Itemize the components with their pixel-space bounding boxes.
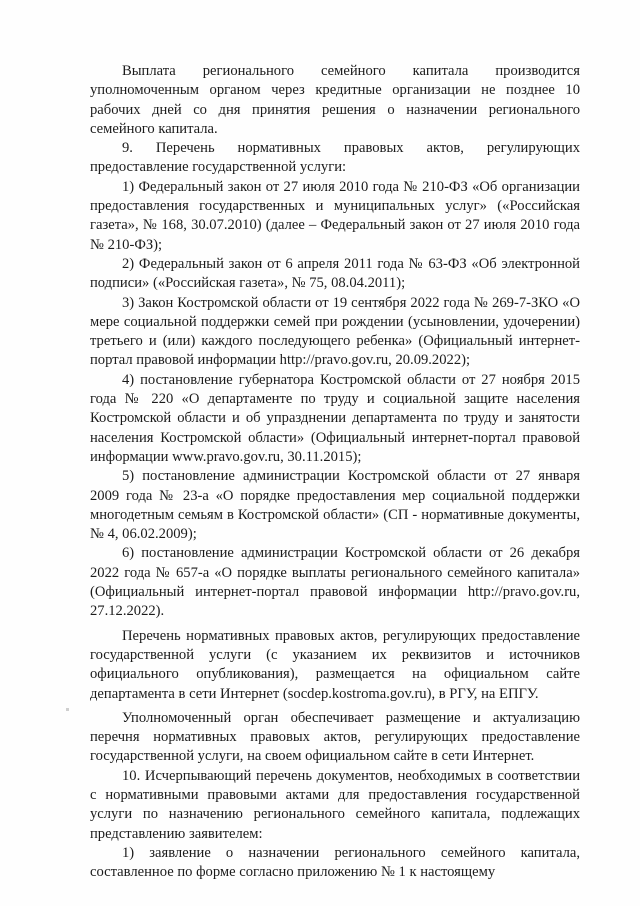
paragraph-law-210-fz: 1) Федеральный закон от 27 июля 2010 года № 210-ФЗ «Об организации предоставления государственных и муниципальных услуг» («Российская газета», № 168, 30.07.2010) (далее – Федеральный закон от 27 июля 2010 года № 210-ФЗ); [90, 178, 580, 253]
paragraph-regional-law-269: 3) Закон Костромской области от 19 сентября 2022 года № 269-7-ЗКО «О мере социальной поддержки семей при рождении (усыновлении, удочерении) третьего и (или) каждого последующего ребенка» (Официальный интернет-портал правовой информации http://pravo.gov.ru, 20.09.2022); [90, 294, 580, 369]
paragraph-law-63-fz: 2) Федеральный закон от 6 апреля 2011 года № 63-ФЗ «Об электронной подписи» («Российская газета», № 75, 08.04.2011); [90, 255, 580, 292]
paragraph-authority-updates: Уполномоченный орган обеспечивает размещение и актуализацию перечня нормативных правовых актов, регулирующих предоставление государственной услуги, на своем официальном сайте в сети Интернет. [90, 709, 580, 765]
paragraph-section-9-heading: 9. Перечень нормативных правовых актов, регулирующих предоставление государственной услуги: [90, 140, 580, 176]
paragraph-decree-23a: 5) постановление администрации Костромской области от 27 января 2009 года № 23-а «О порядке предоставления мер социальной поддержки многодетным семьям в Костромской области» (СП - нормативные документы, № 4, 06.02.2009); [90, 468, 580, 543]
paragraph-decree-657a: 6) постановление администрации Костромской области от 26 декабря 2022 года № 657-а «О порядке выплаты регионального семейного капитала» (Официальный интернет-портал правовой информации http://pravo.gov.ru, 27.12.2022). [90, 545, 580, 620]
scan-speck [66, 708, 69, 711]
paragraph-application-form: 1) заявление о назначении регионального семейного капитала, составленное по форме согласно приложению № 1 к настоящему [90, 844, 580, 881]
paragraph-payment-terms: Выплата регионального семейного капитала производится уполномоченным органом через кредитные организации не позднее 10 рабочих дней со дня принятия решения о назначении регионального семейного капитала. [90, 63, 580, 137]
document-body [90, 62, 580, 882]
paragraph-section-10-heading: 10. Исчерпывающий перечень документов, необходимых в соответствии с нормативными правовыми актами для предоставления государственной услуги по назначению регионального семейного капитала, подлежащих представлению заявителем: [90, 767, 580, 842]
paragraph-governor-decree-220: 4) постановление губернатора Костромской области от 27 ноября 2015 года № 220 «О департаменте по труду и социальной защите населения Костромской области и об упразднении департамента по труду и занятости населения Костромской области» (Официальный интернет-портал правовой информации www.pravo.gov.ru, 30.11.2015); [90, 371, 580, 465]
paragraph-list-publication: Перечень нормативных правовых актов, регулирующих предоставление государственной услуги (с указанием их реквизитов и источников официального опубликования), размещается на официальном сайте департамента в сети Интернет (socdep.kostroma.gov.ru), в РГУ, на ЕПГУ. [90, 627, 580, 702]
